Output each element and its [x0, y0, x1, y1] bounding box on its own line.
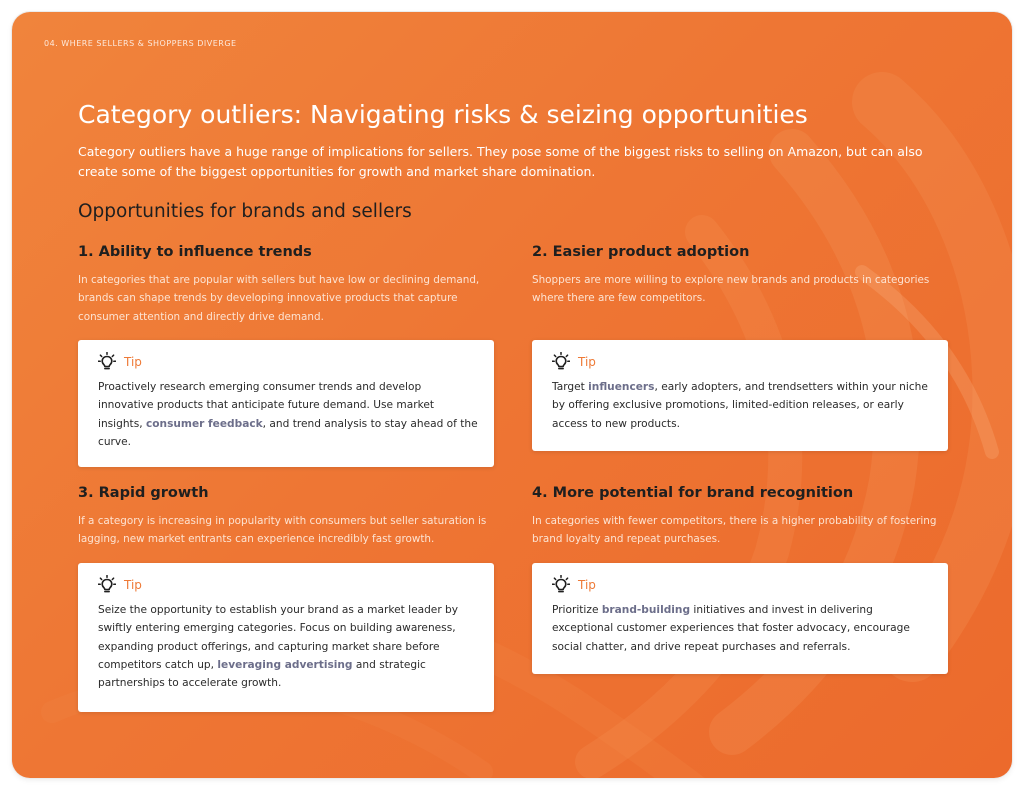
influencers-link[interactable]: influencers: [588, 381, 655, 393]
opportunity-2: [532, 244, 952, 305]
tip-header: [552, 575, 596, 595]
tip-header: [552, 352, 596, 372]
tip-text: [552, 601, 932, 656]
tip-card-4: [532, 563, 948, 674]
tip-header: [98, 352, 142, 372]
opportunity-heading: 2. Easier product adoption: [532, 244, 750, 260]
tip-card-3: [78, 563, 494, 712]
chapter-label: 04. WHERE SELLERS & SHOPPERS DIVERGE: [44, 39, 237, 48]
consumer-feedback-link[interactable]: consumer feedback: [145, 417, 263, 430]
tip-card-2: [532, 340, 948, 451]
tip-text-end: , and trend analysis to stay ahead of the curve.: [98, 417, 478, 448]
intro-paragraph: Category outliers have a huge range of implications for sellers. They pose some of the biggest risks to selling on Amazon, but can also create some of the biggest opportunities for growth and market share domination.: [78, 144, 923, 179]
tip-label: Tip: [124, 355, 142, 369]
opportunity-4: [532, 485, 952, 546]
opportunity-3: [78, 485, 498, 546]
tip-text-start: Proactively research emerging consumer trends and develop innovative products that anticipate future demand. Use market insights,: [98, 381, 435, 430]
tip-text-start: Seize the opportunity to establish your brand as a market leader by swiftly entering emerging categories. Focus on building awareness, expanding product offerings, and capturing market share before competitors catch up,: [98, 604, 459, 671]
opportunity-description: If a category is increasing in popularity with consumers but seller saturation is lagging, new market entrants can experience incredibly fast growth.: [78, 515, 487, 546]
opportunity-description: In categories with fewer competitors, there is a higher probability of fostering brand loyalty and repeat purchases.: [532, 515, 937, 546]
opportunity-heading: 3. Rapid growth: [78, 485, 209, 501]
opportunity-heading: 1. Ability to influence trends: [78, 244, 312, 260]
tip-label: Tip: [578, 355, 596, 369]
lightbulb-icon: [98, 352, 116, 372]
tip-text-end: initiatives and invest in delivering exceptional customer experiences that foster advocacy, encourage social chatter, and drive repeat purchases and referrals.: [552, 604, 910, 653]
tip-text: [98, 601, 478, 692]
tip-text-start: Target: [552, 381, 589, 393]
opportunity-heading: 4. More potential for brand recognition: [532, 485, 854, 501]
tip-card-1: [78, 340, 494, 467]
tip-text-start: Prioritize: [552, 604, 602, 616]
tip-label: Tip: [578, 578, 596, 592]
leveraging-advertising-link[interactable]: leveraging advertising: [217, 658, 353, 671]
page-title: Category outliers: Navigating risks & seizing opportunities: [78, 100, 808, 129]
page-panel: [12, 12, 1012, 778]
lightbulb-icon: [552, 352, 570, 372]
tip-text-end: , early adopters, and trendsetters within your niche by offering exclusive promotions, limited-edition releases, or early access to new products.: [552, 381, 928, 430]
brand-building-link[interactable]: brand-building: [601, 604, 691, 616]
opportunity-1: [78, 244, 498, 323]
opportunity-description: Shoppers are more willing to explore new brands and products in categories where there are few competitors.: [532, 274, 930, 305]
lightbulb-icon: [98, 575, 116, 595]
tip-text: [98, 378, 478, 451]
tip-text-end: and strategic partnerships to accelerate growth.: [98, 658, 426, 690]
tip-header: [98, 575, 142, 595]
tip-text: [552, 378, 932, 433]
section-title: Opportunities for brands and sellers: [78, 201, 412, 222]
opportunity-description: In categories that are popular with sellers but have low or declining demand, brands can shape trends by developing innovative products that capture consumer attention and directly drive demand.: [78, 274, 480, 323]
tip-label: Tip: [124, 578, 142, 592]
lightbulb-icon: [552, 575, 570, 595]
